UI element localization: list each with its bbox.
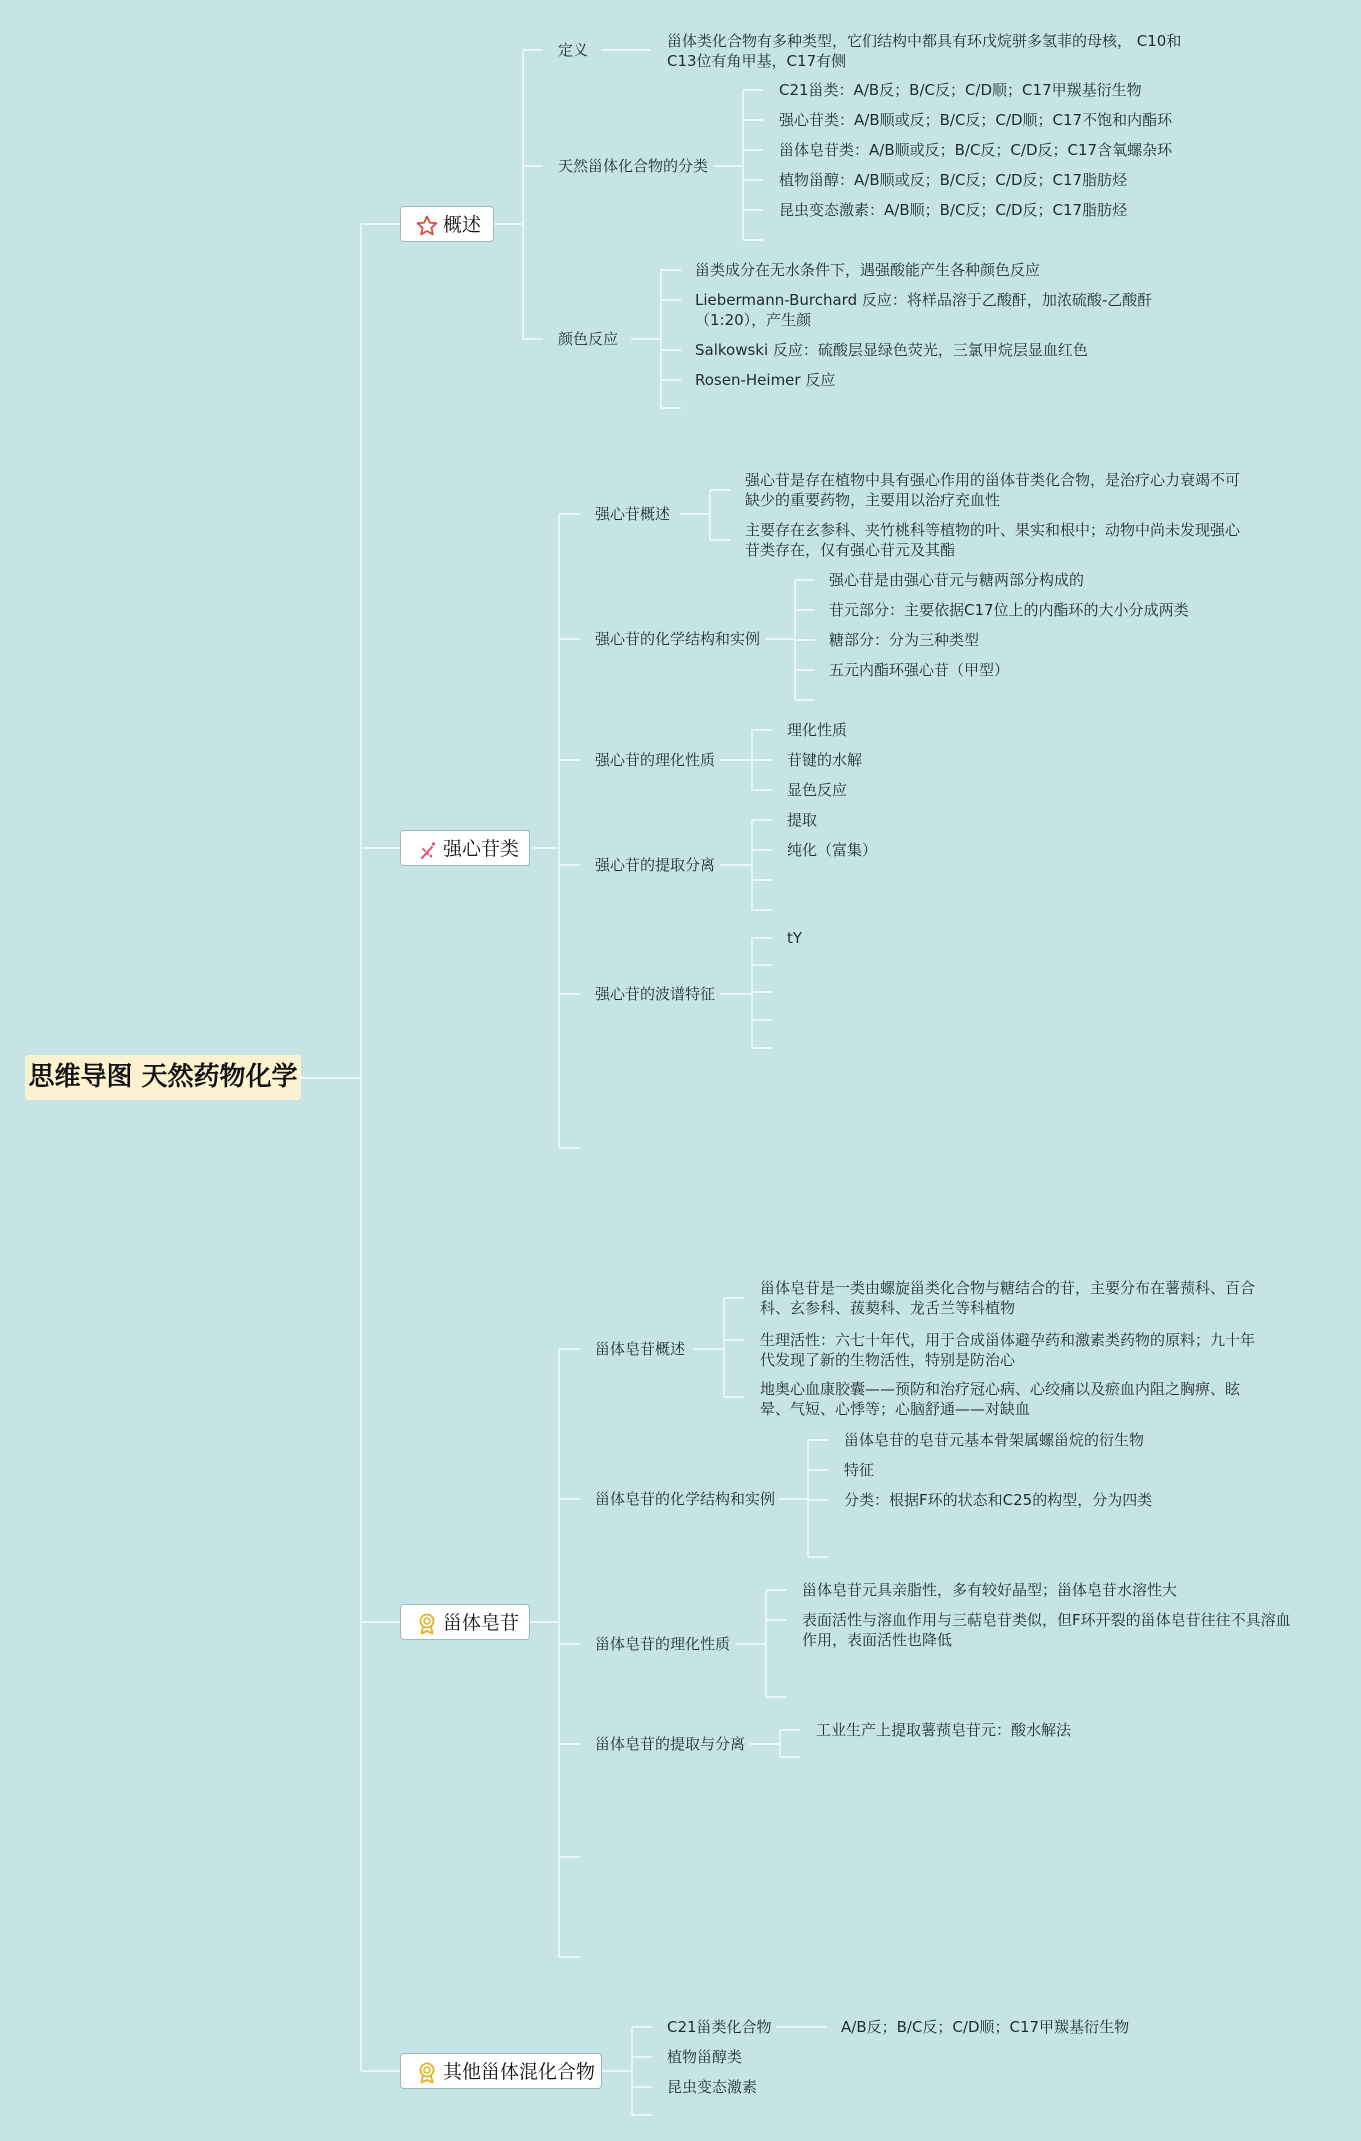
ss-structure-item[interactable]: 甾体皂苷的皂苷元基本骨架属螺甾烷的衍生物	[844, 1431, 1145, 1449]
cg-properties-item[interactable]: 理化性质	[787, 721, 848, 739]
topic-overview-label: 概述	[443, 214, 482, 236]
ss-extraction-item[interactable]: 工业生产上提取薯蓣皂苷元：酸水解法	[816, 1721, 1072, 1739]
subtopic-cg-spectra[interactable]: 强心苷的波谱特征	[595, 985, 716, 1003]
subtopic-definition[interactable]: 定义	[558, 41, 589, 59]
classification-item[interactable]: 强心苷类：A/B顺或反；B/C反；C/D顺；C17不饱和内酯环	[779, 111, 1173, 129]
star-icon	[415, 214, 439, 238]
classification-item[interactable]: 昆虫变态激素：A/B顺；B/C反；C/D反；C17脂肪烃	[779, 201, 1128, 219]
color-reaction-item[interactable]: Rosen-Heimer 反应	[695, 371, 836, 389]
topic-cardiac-glycosides-label: 强心苷类	[443, 838, 520, 860]
cg-properties-item[interactable]: 苷键的水解	[787, 751, 863, 769]
classification-item[interactable]: 植物甾醇：A/B顺或反；B/C反；C/D反；C17脂肪烃	[779, 171, 1128, 189]
ss-structure-item[interactable]: 分类：根据F环的状态和C25的构型，分为四类	[844, 1491, 1153, 1509]
cg-overview-item[interactable]: 强心苷是存在植物中具有强心作用的甾体苷类化合物，是治疗心力衰竭不可缺少的重要药物，主要用以治疗充血性	[745, 471, 1241, 509]
color-reaction-item[interactable]: Salkowski 反应：硫酸层显绿色荧光，三氯甲烷层显血红色	[695, 341, 1088, 359]
subtopic-ss-structure[interactable]: 甾体皂苷的化学结构和实例	[595, 1490, 776, 1508]
subtopic-phytosterols[interactable]: 植物甾醇类	[667, 2048, 743, 2066]
topic-overview[interactable]	[400, 206, 494, 242]
classification-item[interactable]: 甾体皂苷类：A/B顺或反；B/C反；C/D反；C17含氧螺杂环	[779, 141, 1173, 159]
sparkle-icon	[415, 838, 439, 862]
ss-structure-item[interactable]: 特征	[844, 1461, 875, 1479]
cg-spectra-item[interactable]: tY	[787, 929, 803, 947]
root-topic[interactable]: 思维导图 天然药物化学	[25, 1055, 301, 1100]
subtopic-color-reaction[interactable]: 颜色反应	[558, 330, 619, 348]
subtopic-ecdysteroids[interactable]: 昆虫变态激素	[667, 2078, 758, 2096]
color-reaction-item[interactable]: Liebermann-Burchard 反应：将样品溶于乙酸酐，加浓硫酸-乙酸酐（1:20），产生颜	[695, 291, 1153, 329]
color-reaction-item[interactable]: 甾类成分在无水条件下，遇强酸能产生各种颜色反应	[695, 261, 1041, 279]
topic-other-steroids[interactable]	[400, 2053, 602, 2089]
cg-structure-item[interactable]: 苷元部分：主要依据C17位上的内酯环的大小分成两类	[829, 601, 1189, 619]
subtopic-cg-overview[interactable]: 强心苷概述	[595, 505, 671, 523]
c21-steroids-item[interactable]: A/B反；B/C反；C/D顺；C17甲羰基衍生物	[841, 2018, 1130, 2036]
subtopic-ss-properties[interactable]: 甾体皂苷的理化性质	[595, 1635, 731, 1653]
subtopic-ss-overview[interactable]: 甾体皂苷概述	[595, 1340, 686, 1358]
ss-properties-item[interactable]: 甾体皂苷元具亲脂性，多有较好晶型；甾体皂苷水溶性大	[802, 1581, 1178, 1599]
classification-item[interactable]: C21甾类：A/B反；B/C反；C/D顺；C17甲羰基衍生物	[779, 81, 1142, 99]
cg-structure-item[interactable]: 强心苷是由强心苷元与糖两部分构成的	[829, 571, 1085, 589]
medal-icon	[415, 1612, 439, 1636]
topic-cardiac-glycosides[interactable]	[400, 830, 530, 866]
subtopic-c21-steroids[interactable]: C21甾类化合物	[667, 2018, 772, 2036]
ss-overview-item[interactable]: 地奥心血康胶囊——预防和治疗冠心病、心绞痛以及瘀血内阻之胸痹、眩晕、气短、心悸等；心脑舒通——对缺血	[760, 1380, 1241, 1418]
subtopic-cg-structure[interactable]: 强心苷的化学结构和实例	[595, 630, 761, 648]
cg-structure-item[interactable]: 五元内酯环强心苷（甲型）	[829, 661, 1010, 679]
topic-steroidal-saponins-label: 甾体皂苷	[443, 1612, 520, 1634]
ss-properties-item[interactable]: 表面活性与溶血作用与三萜皂苷类似，但F环开裂的甾体皂苷往往不具溶血作用，表面活性也降低	[802, 1611, 1291, 1649]
medal-icon	[415, 2061, 439, 2085]
subtopic-cg-extraction[interactable]: 强心苷的提取分离	[595, 856, 716, 874]
subtopic-cg-properties[interactable]: 强心苷的理化性质	[595, 751, 716, 769]
cg-extraction-item[interactable]: 提取	[787, 811, 818, 829]
cg-extraction-item[interactable]: 纯化（富集）	[787, 841, 878, 859]
subtopic-classification[interactable]: 天然甾体化合物的分类	[558, 157, 709, 175]
cg-structure-item[interactable]: 糖部分：分为三种类型	[829, 631, 980, 649]
ss-overview-item[interactable]: 生理活性：六七十年代，用于合成甾体避孕药和激素类药物的原料；九十年代发现了新的生物活性，特别是防治心	[760, 1331, 1256, 1369]
definition-text[interactable]: 甾体类化合物有多种类型，它们结构中都具有环戊烷骈多氢菲的母核， C10和C13位有角甲基，C17有侧	[667, 32, 1182, 70]
cg-overview-item[interactable]: 主要存在玄参科、夹竹桃科等植物的叶、果实和根中；动物中尚未发现强心苷类存在，仅有强心苷元及其酯	[745, 521, 1241, 559]
cg-properties-item[interactable]: 显色反应	[787, 781, 848, 799]
subtopic-ss-extraction[interactable]: 甾体皂苷的提取与分离	[595, 1735, 746, 1753]
ss-overview-item[interactable]: 甾体皂苷是一类由螺旋甾类化合物与糖结合的苷，主要分布在薯蓣科、百合科、玄参科、菝葜科、龙舌兰等科植物	[760, 1279, 1256, 1317]
topic-steroidal-saponins[interactable]	[400, 1604, 530, 1640]
topic-other-steroids-label: 其他甾体混化合物	[443, 2061, 596, 2083]
